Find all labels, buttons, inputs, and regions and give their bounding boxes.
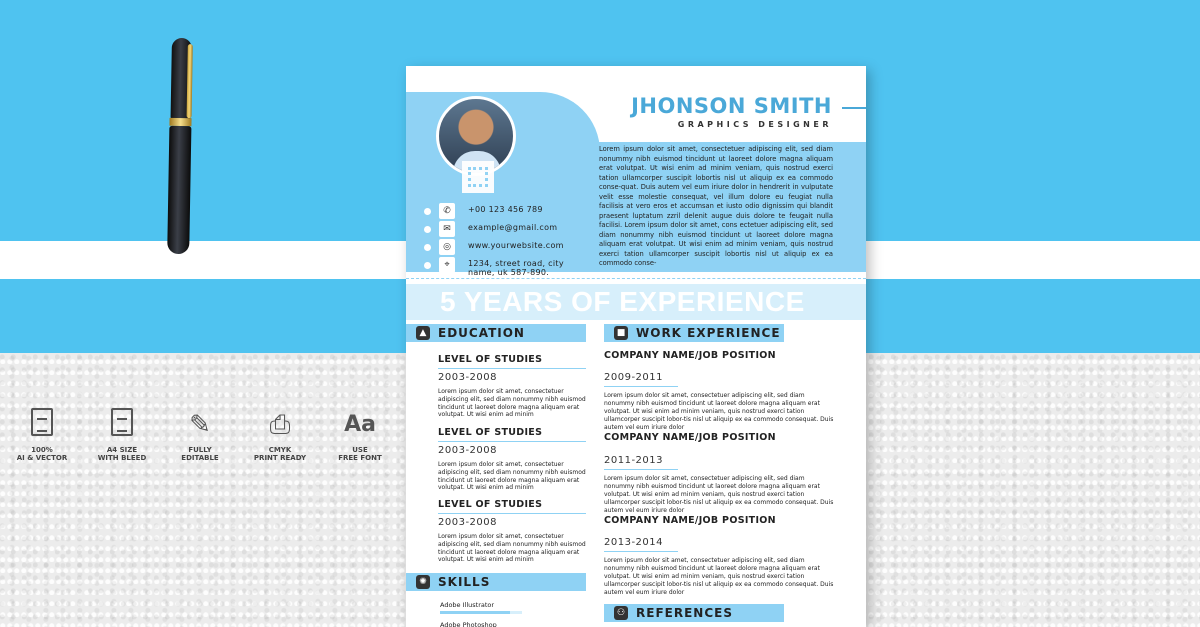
contact-phone: ✆ +00 123 456 789 xyxy=(424,202,594,220)
education-rule-2 xyxy=(438,441,586,442)
references-header: ⚇ REFERENCES xyxy=(604,604,784,622)
education-rule-1 xyxy=(438,368,586,369)
resume-role: GRAPHICS DESIGNER xyxy=(677,120,832,129)
email-icon: ✉ xyxy=(439,221,455,237)
contact-address: ⌖ 1234, street road, city name, uk 587-890. xyxy=(424,256,594,276)
work-desc-1: Lorem ipsum dolor sit amet, consectetuer adipiscing elit, sed diam nonummy nibh euismod tincidunt ut laoreet dolore magna aliquam erat volutpat. Ut wisi enim ad minim veniam, quis nostrud exerci tation ullamcorper suscipit lobor-tis nisl ut aliquip ex ea commodo consequat. Duis autem vel eum iriure dolor xyxy=(604,392,834,431)
work-desc-2: Lorem ipsum dolor sit amet, consectetuer adipiscing elit, sed diam nonummy nibh euismod tincidunt ut laoreet dolore magna aliquam erat volutpat. Ut wisi enim ad minim veniam, quis nostrud exerci tation ullamcorper suscipit lobor-tis nisl ut aliquip ex ea commodo consequat. Duis autem vel eum iriure dolor xyxy=(604,475,834,514)
qr-code-icon xyxy=(462,161,494,193)
edit-icon: ✎ xyxy=(189,410,211,440)
briefcase-icon: ■ xyxy=(614,326,628,340)
divider xyxy=(406,278,866,279)
education-years-2: 2003-2008 xyxy=(438,445,498,456)
references-icon: ⚇ xyxy=(614,606,628,620)
pen-image xyxy=(164,38,196,262)
work-rule-1 xyxy=(604,386,678,387)
feature-ai-vector: 100% AI & VECTOR xyxy=(2,408,82,462)
experience-banner: 5 YEARS OF EXPERIENCE xyxy=(440,286,805,317)
education-header: ▲ EDUCATION xyxy=(406,324,586,342)
work-header: ■ WORK EXPERIENCE xyxy=(604,324,784,342)
resume-name: JHONSON SMITH xyxy=(631,94,832,118)
skill-name-1: Adobe Illustrator xyxy=(440,601,495,609)
education-years-3: 2003-2008 xyxy=(438,517,498,528)
profile-summary: Lorem ipsum dolor sit amet, consectetuer adipiscing elit, sed diam nonummy nibh euismod tincidunt ut laoreet dolore magna aliquam erat volutpat. Ut wisi enim ad minim veniam, quis nostrud exerci tation ullamcorper suscipit lobortis nisl ut aliquip ex ea commodo conse-quat. Duis autem vel eum iriure dolor in hendrerit in vulputate velit esse molestie consequat, vel illum dolore eu feugiat nulla facilisis at vero eros et accumsan et iusto odio dignissim qui blandit praesent luptatum zzril delenit augue duis dolore te feugait nulla facilisi. Lorem ipsum dolor sit amet, cons ectetuer adipiscing elit, sed diam nonummy nibh euismod tincidunt ut laoreet dolore magna aliquam erat volutpat. Ut wisi enim ad minim veniam, quis nostrud exerci tation ullamcorper suscipit lobortis nisl ut aliquip ex ea commodo conse- xyxy=(599,145,833,267)
work-title-1: COMPANY NAME/JOB POSITION xyxy=(604,350,776,361)
name-rule xyxy=(842,107,866,109)
work-title-2: COMPANY NAME/JOB POSITION xyxy=(604,432,776,443)
education-desc-3: Lorem ipsum dolor sit amet, consectetuer adipiscing elit, sed diam nonummy nibh euismod tincidunt ut laoreet dolore magna aliquam erat volutpat. Ut wisi enim ad minim xyxy=(438,533,586,564)
work-rule-3 xyxy=(604,551,678,552)
contact-email: ✉ example@gmail.com xyxy=(424,220,594,238)
phone-icon: ✆ xyxy=(439,203,455,219)
document-icon xyxy=(105,408,139,442)
work-desc-3: Lorem ipsum dolor sit amet, consectetuer adipiscing elit, sed diam nonummy nibh euismod tincidunt ut laoreet dolore magna aliquam erat volutpat. Ut wisi enim ad minim veniam, quis nostrud exerci tation ullamcorper suscipit lobor-tis nisl ut aliquip ex ea commodo consequat. Duis autem vel eum iriure dolor xyxy=(604,557,834,596)
education-years-1: 2003-2008 xyxy=(438,372,498,383)
education-desc-1: Lorem ipsum dolor sit amet, consectetuer adipiscing elit, sed diam nonummy nibh euismod tincidunt ut laoreet dolore magna aliquam erat volutpat. Ut wisi enim ad minim xyxy=(438,388,586,419)
education-title-1: LEVEL OF STUDIES xyxy=(438,354,543,365)
skills-header: ✺ SKILLS xyxy=(406,573,586,591)
work-title-3: COMPANY NAME/JOB POSITION xyxy=(604,515,776,526)
skill-name-2: Adobe Photoshop xyxy=(440,621,497,627)
font-icon: Aa xyxy=(344,412,376,437)
skill-bar-1 xyxy=(440,611,522,614)
work-rule-2 xyxy=(604,469,678,470)
gear-icon: ✺ xyxy=(416,575,430,589)
education-title-2: LEVEL OF STUDIES xyxy=(438,427,543,438)
feature-a4-size: A4 SIZE WITH BLEED xyxy=(82,408,162,462)
education-title-3: LEVEL OF STUDIES xyxy=(438,499,543,510)
resume-page xyxy=(406,66,866,627)
location-icon: ⌖ xyxy=(439,257,455,273)
feature-print-ready: ⎙ CMYK PRINT READY xyxy=(253,410,307,462)
feature-free-font: Aa USE FREE FONT xyxy=(320,408,400,462)
graduation-cap-icon: ▲ xyxy=(416,326,430,340)
education-rule-3 xyxy=(438,513,586,514)
work-years-2: 2011-2013 xyxy=(604,455,664,466)
contact-website: ◎ www.yourwebsite.com xyxy=(424,238,594,256)
work-years-3: 2013-2014 xyxy=(604,537,664,548)
ai-file-icon xyxy=(25,408,59,442)
work-years-1: 2009-2011 xyxy=(604,372,664,383)
printer-icon: ⎙ xyxy=(269,410,291,440)
education-desc-2: Lorem ipsum dolor sit amet, consectetuer adipiscing elit, sed diam nonummy nibh euismod tincidunt ut laoreet dolore magna aliquam erat volutpat. Ut wisi enim ad minim xyxy=(438,461,586,492)
globe-icon: ◎ xyxy=(439,239,455,255)
feature-editable: ✎ FULLY EDITABLE xyxy=(181,410,219,462)
